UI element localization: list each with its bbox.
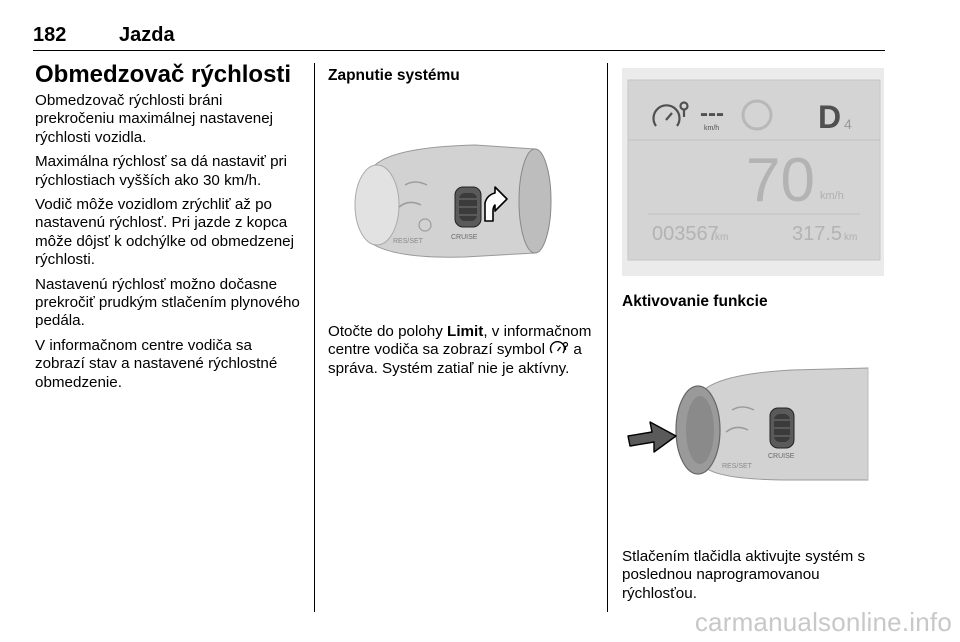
running-title: Jazda [119,24,175,46]
gear-indicator: D [818,99,842,135]
paragraph: Maximálna rýchlosť sa dá nastaviť pri rýchlostiach vyšších ako 30 km/h. [35,153,287,189]
svg-text:CRUISE: CRUISE [768,453,795,460]
position-name: Limit [447,323,484,340]
subsection-heading: Aktivovanie funkcie [622,293,768,310]
paragraph: Stlačením tlačidla aktivujte systém s poslednou naprogramovanou rýchlosťou. [622,548,866,602]
speed-limiter-icon [549,341,569,357]
instrument-cluster-display [622,68,884,276]
set-speed-dashes: --- [700,100,724,127]
column-divider-2 [607,63,608,612]
column-divider-1 [314,63,315,612]
column-3-heading-block [622,292,884,312]
column-1 [35,60,303,398]
speed-unit: km/h [820,190,844,202]
trip-value: 317.5 [792,223,843,245]
paragraph: Vodič môže vozidlom zrýchliť až po nastavenú rýchlosť. Pri jazde z kopca môže dôjsť k odchýlke od obmedzenej rýchlosti. [35,196,294,269]
lever-push-illustration [622,358,884,498]
svg-text:RES/SET: RES/SET [393,238,423,245]
watermark: carmanualsonline.info [694,607,952,637]
column-3-body [622,548,884,609]
column-2-body [328,323,598,384]
svg-text:RES/SET: RES/SET [722,463,752,470]
header-rule [33,50,885,51]
column-2-heading-block [328,66,598,86]
page-header [33,10,885,50]
paragraph: Otočte do polohy Limit, v informačnom centre vodiča sa zobrazí symbol a správa. Systém zatiaľ nie je aktívny. [328,323,592,377]
page-number: 182 [33,24,67,46]
section-heading: Obmedzovač rýchlosti [35,61,292,88]
odometer-value: 003567 [652,223,719,245]
paragraph: V informačnom centre vodiča sa zobrazí stav a nastavené rýchlostné obmedzenie. [35,336,278,391]
paragraph: Obmedzovač rýchlosti bráni prekročeniu maximálnej nastavenej rýchlosti vozidla. [35,92,274,146]
paragraph: Nastavenú rýchlosť možno dočasne prekročiť prudkým stlačením plynového pedála. [35,275,300,330]
subsection-heading: Zapnutie systému [328,67,460,84]
lever-limit-illustration [335,135,595,275]
odometer-unit: km [715,232,729,243]
trip-unit: km [844,232,858,243]
set-speed-unit: km/h [704,125,720,132]
current-speed: 70 [746,146,815,215]
svg-text:CRUISE: CRUISE [451,234,478,241]
gear-number: 4 [844,116,852,132]
